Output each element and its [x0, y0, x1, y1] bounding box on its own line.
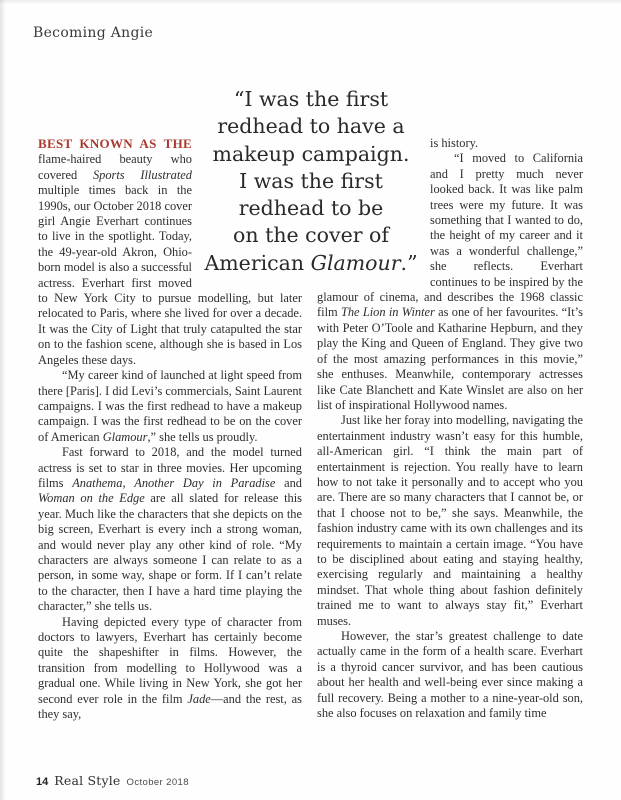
paragraph — [38, 368, 302, 445]
kicker: Becoming Angie — [33, 25, 154, 41]
italic-title: Jade — [187, 691, 211, 706]
text-run: —and the rest, as they say, — [38, 691, 302, 722]
text-run: as one of her favourites. “It’s with Peter O’Toole and Katharine Hepburn, and they play the King and Queen of England. They give two of the most amazing performances in this movie,” she enthuses. Meanwhile, contemporary actresses like Cate Blanchett and Kate Winslet are also on her list of inspirational Hollywood names. — [317, 305, 584, 412]
issue-date: October 2018 — [126, 777, 189, 788]
text-run: multiple times back in the 1990s, our October 2018 cover girl Angie Everhart continues to live in the spotlight. Today, the 49-year-old Akron, Ohio-born model is also a successful actress. Everhart first moved to New York City to pursue modelling, but later relocated to Paris, where she lived for over a decade. It was the City of Light that truly catapulted the star on to the fashion scene, although she is based in Los Angeles these days. — [38, 183, 302, 367]
text-run: Fast forward to 2018, and the model turned actress is set to star in three movies. Her upcoming films — [38, 445, 302, 490]
text-run: I was the first — [239, 168, 383, 193]
italic-title: Glamour — [310, 250, 401, 275]
page-number: 14 — [36, 776, 49, 788]
article-body — [38, 136, 583, 722]
text-run: However, the star’s greatest challenge to date actually came in the form of a health scare. Everhart is a thyroid cancer survivor, and has been cautious about her health and well-being ever since making a full recovery. Being a mother to a nine-year-old son, she also focuses on relaxation and family time — [317, 629, 583, 721]
text-run: “I moved to California and I pretty much never looked back. It was like palm trees were my future. It was something that I wanted to do, the height of my career and it was a wonderful challenge,” she reflects. Everhart continues to be inspired by the glamour of cinema, and describes the 1968 classic film — [317, 151, 583, 320]
text-run: makeup campaign. — [212, 141, 410, 166]
text-run: Just like her foray into modelling, navigating the entertainment industry wasn’t easy for this humble, all-American girl. “I think the main part of entertainment is rejection. You really have to learn how to not take it personally and to accept who you are. There are so many characters that I cannot be, or that I choose not to be,” she says. Meanwhile, the fashion industry came with its own challenges and its requirements to maintain a certain image. “You have to be disciplined about eating and staying healthy, exercising regularly and maintaining a healthy mindset. That whole thing about fashion definitely trained me to want to always stay fit,” Everhart muses. — [317, 413, 583, 628]
text-run: Having depicted every type of character from doctors to lawyers, Everhart has certainly become quite the shapeshifter in films. However, the transition from modelling to Hollywood was a gradual one. While living in New York, she got her second ever role in the film — [38, 614, 302, 706]
text-run: redhead to be — [238, 196, 384, 221]
italic-title: Glamour — [102, 429, 148, 444]
article-column-right — [317, 136, 583, 722]
pull-quote-line — [183, 86, 439, 113]
italic-title: Anathema — [72, 475, 123, 490]
text-run: and — [275, 475, 303, 490]
italic-title: Sports Illustrated — [92, 167, 192, 182]
text-run: American — [204, 250, 311, 275]
text-run: .” — [400, 250, 418, 275]
paragraph — [38, 615, 302, 723]
paragraph — [38, 445, 302, 614]
article-column-left — [38, 136, 302, 722]
text-run: “My career kind of launched at light speed from there [Paris]. I did Levi’s commercials, Saint Laurent campaigns. I was the first redhead to have a makeup campaign. I was the first redhead to be on the cover of American — [38, 368, 302, 444]
text-run: “I was the first — [233, 87, 389, 111]
lead-in-text: BEST KNOWN AS THE — [38, 136, 192, 151]
text-run: is history. — [430, 136, 479, 150]
text-run: ,” she tells us proudly. — [147, 429, 258, 444]
pull-quote-spacer-right — [317, 136, 430, 289]
pull-quote-spacer-left — [192, 136, 302, 289]
paragraph — [317, 629, 583, 721]
text-run: redhead to have a — [217, 114, 405, 139]
italic-title: Another Day in Paradise — [134, 475, 276, 490]
italic-title: Woman on the Edge — [38, 491, 145, 506]
page-footer — [36, 773, 189, 788]
text-run: , — [122, 475, 135, 490]
text-run: are all slated for release this year. Much like the characters that she depicts on the big screen, Everhart is every inch a strong woman, and would never play any other kind of role. “My characters are always someone I can relate to as a person, in some way, shape or form. If I can’t relate to the character, then I have a hard time playing the character,” she tells us. — [38, 491, 302, 614]
text-run: flame-haired beauty who covered — [38, 152, 192, 182]
paragraph — [317, 413, 583, 629]
magazine-name: Real Style — [54, 773, 121, 788]
text-run: on the cover of — [233, 223, 389, 248]
italic-title: The Lion in Winter — [340, 305, 435, 320]
